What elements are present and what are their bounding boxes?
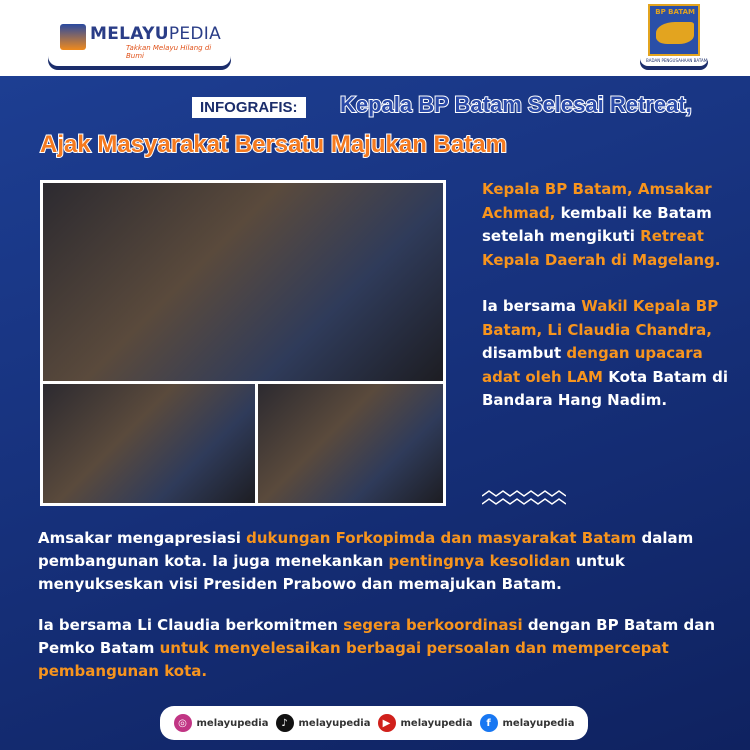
text-run: Amsakar mengapresiasi [38,529,247,547]
text-run: kembali ke Batam setelah mengikuti [482,203,712,245]
text-run: Wakil Kepala BP Batam, Li Claudia Chandra, [482,297,719,339]
body-paragraph-1 [38,527,728,596]
bp-batam-logo: BP BATAM BADAN PENGUSAHAAN BATAM [640,0,708,66]
text-run: dengan upacara adat oleh LAM [482,344,703,386]
social-handle: melayupedia [196,717,269,729]
text-run: Kepala BP Batam, Amsakar Achmad, [482,180,712,222]
headline-line1: Kepala BP Batam Selesai Retreat, [340,92,692,117]
logo-mark-icon [60,24,86,50]
text-run: dengan BP Batam dan Pemko Batam [38,616,716,657]
text-run: dukungan Forkopimda dan masyarakat Batam [246,529,637,547]
text-run: Ia bersama Li Claudia berkomitmen [38,616,344,634]
text-run: Kota Batam di Bandara Hang Nadim. [482,367,728,409]
text-run: Ia bersama [482,297,582,315]
photo-ceremony-left [43,384,255,503]
text-run: segera berkoordinasi [343,616,523,634]
social-link-tiktok[interactable] [276,714,371,732]
summary-text [482,178,732,413]
text-run: untuk menyukseskan visi Presiden Prabowo dan memajukan Batam. [38,552,625,593]
photo-collage [40,180,446,506]
photo-group [43,183,443,381]
social-link-youtube[interactable] [378,714,473,732]
social-link-facebook[interactable] [480,714,575,732]
social-footer [160,706,588,740]
instagram-icon: ◎ [174,714,192,732]
social-handle: melayupedia [400,717,473,729]
text-run: dalam pembangunan kota. Ia juga menekankan [38,529,694,570]
youtube-icon: ▶ [378,714,396,732]
social-handle: melayupedia [502,717,575,729]
summary-paragraph-1 [482,178,732,272]
text-run: disambut [482,344,567,362]
header [0,0,750,76]
melayupedia-logo: MELAYUPEDIA Takkan Melayu Hilang di Bumi [48,0,231,66]
photo-ceremony-right [258,384,443,503]
text-run: pentingnya kesolidan [388,552,571,570]
infografis-tag: INFOGRAFIS: [192,97,306,118]
wave-decoration-icon [482,490,566,512]
summary-paragraph-2 [482,295,732,413]
text-run: Retreat Kepala Daerah di Magelang. [482,227,721,269]
text-run: untuk menyelesaikan berbagai persoalan dan mempercepat pembangunan kota. [38,639,669,680]
tagline: Takkan Melayu Hilang di Bumi [126,44,212,60]
headline-line2: Ajak Masyarakat Bersatu Majukan Batam [40,131,507,158]
social-handle: melayupedia [298,717,371,729]
facebook-icon: f [480,714,498,732]
body-paragraph-2 [38,614,728,683]
social-link-instagram[interactable] [174,714,269,732]
tiktok-icon: ♪ [276,714,294,732]
